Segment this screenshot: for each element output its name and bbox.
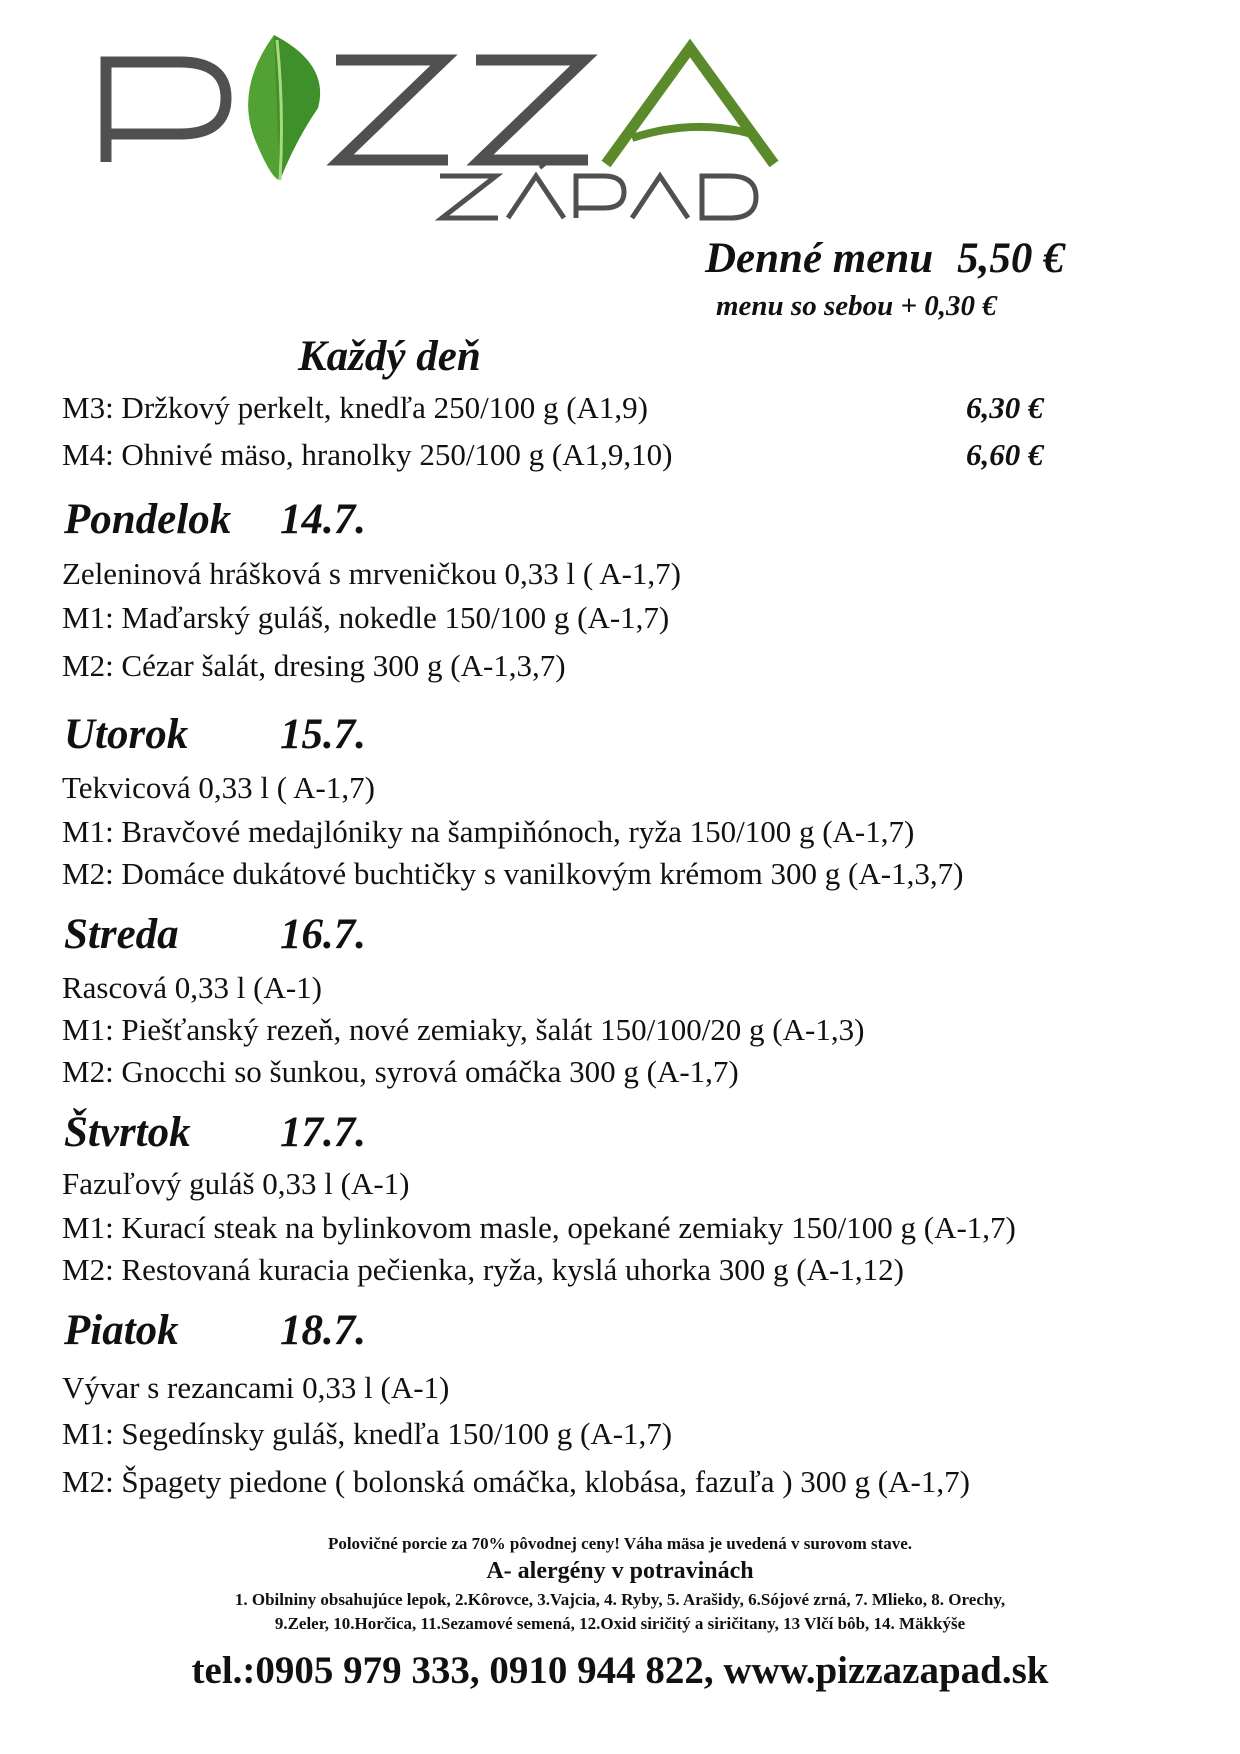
menu-item: Rascová 0,33 l (A-1) [62,970,322,1005]
menu-item: M2: Domáce dukátové buchtičky s vanilkovým krémom 300 g (A-1,3,7) [62,856,964,891]
menu-item: M2: Gnocchi so šunkou, syrová omáčka 300 g (A-1,7) [62,1054,739,1089]
menu-item: M2: Cézar šalát, dresing 300 g (A-1,3,7) [62,648,566,683]
menu-item: M1: Piešťanský rezeň, nové zemiaky, šalát 150/100/20 g (A-1,3) [62,1012,865,1047]
menu-item: M2: Restovaná kuracia pečienka, ryža, kyslá uhorka 300 g (A-1,12) [62,1252,904,1287]
menu-item: Tekvicová 0,33 l ( A-1,7) [62,770,375,805]
day-date-tuesday: 15.7. [280,711,366,758]
daily-menu-label: Denné menu [705,235,934,282]
day-name-wednesday: Streda [64,911,179,958]
allergens-title: A- alergény v potravinách [486,1558,754,1584]
allergens-list-line: 1. Obilniny obsahujúce lepok, 2.Kôrovce, 3.Vajcia, 4. Ryby, 5. Arašidy, 6.Sójové zrná, 7. Mlieko, 8. Orechy, [234,1590,1006,1609]
menu-item: Vývar s rezancami 0,33 l (A-1) [62,1370,450,1405]
menu-item: M1: Bravčové medajlóniky na šampiňónoch, ryža 150/100 g (A-1,7) [62,814,915,849]
day-date-friday: 18.7. [280,1307,366,1354]
day-name-thursday: Štvrtok [64,1109,191,1156]
menu-item: M2: Špagety piedone ( bolonská omáčka, klobása, fazuľa ) 300 g (A-1,7) [62,1464,970,1499]
day-date-monday: 14.7. [280,496,366,543]
contact-line: tel.:0905 979 333, 0910 944 822, www.pizzazapad.sk [191,1649,1049,1692]
allergens-list-line: 9.Zeler, 10.Horčica, 11.Sezamové semená, 12.Oxid siričitý a siričitany, 13 Vlčí bôb, 14. Mäkkýše [274,1614,966,1633]
day-name-friday: Piatok [64,1307,179,1354]
every-day-title: Každý deň [298,333,481,380]
takeaway-surcharge: menu so sebou + 0,30 € [716,290,997,322]
menu-item: Fazuľový guláš 0,33 l (A-1) [62,1166,410,1201]
every-day-item: M3: Držkový perkelt, knedľa 250/100 g (A1,9) [62,390,648,425]
menu-item: Zeleninová hrášková s mrveničkou 0,33 l ( A-1,7) [62,556,681,591]
menu-item: M1: Kurací steak na bylinkovom masle, opekané zemiaky 150/100 g (A-1,7) [62,1210,1016,1245]
menu-item: M1: Segedínsky guláš, knedľa 150/100 g (A-1,7) [62,1416,673,1451]
every-day-item: M4: Ohnivé mäso, hranolky 250/100 g (A1,9,10) [62,437,673,472]
day-name-tuesday: Utorok [64,711,189,758]
every-day-item-price: 6,60 € [966,437,1044,472]
every-day-item-price: 6,30 € [966,390,1044,425]
daily-menu-price [705,234,1065,283]
day-date-thursday: 17.7. [280,1109,366,1156]
half-portion-note: Polovičné porcie za 70% pôvodnej ceny! Váha mäsa je uvedená v surovom stave. [327,1534,913,1553]
day-name-monday: Pondelok [64,496,232,543]
daily-menu-price-value: 5,50 € [957,235,1065,282]
day-date-wednesday: 16.7. [280,911,366,958]
menu-item: M1: Maďarský guláš, nokedle 150/100 g (A-1,7) [62,600,670,635]
pizza-zapad-logo [84,30,834,230]
